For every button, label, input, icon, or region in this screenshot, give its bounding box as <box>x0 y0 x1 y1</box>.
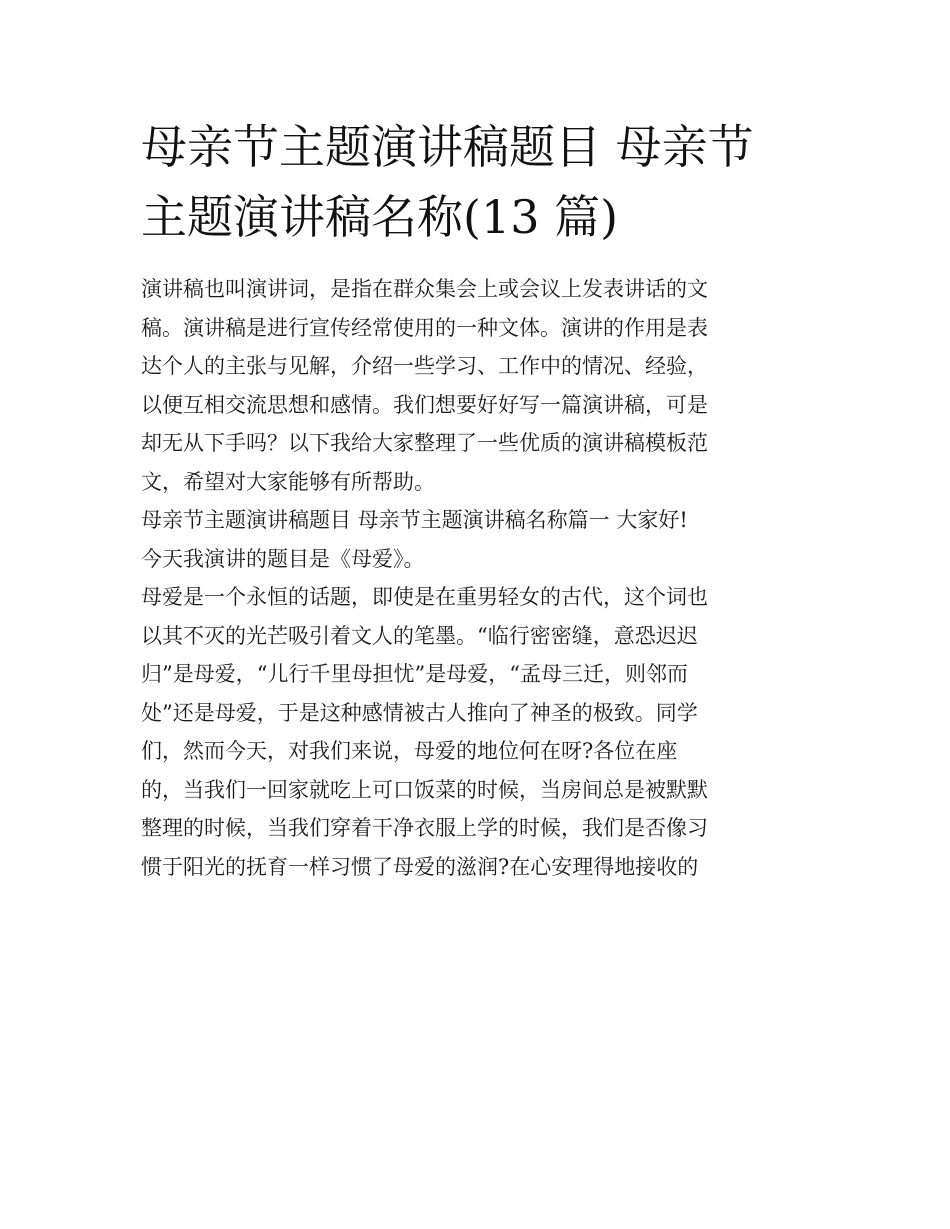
text-line: 归”是母爱，“儿行千里母担忧”是母爱，“孟母三迁，则邻而 <box>141 662 688 686</box>
text-line: 母爱是一个永恒的话题，即使是在重男轻女的古代，这个词也 <box>141 585 708 609</box>
text-line: 整理的时候，当我们穿着干净衣服上学的时候，我们是否像习 <box>141 816 708 840</box>
text-line: 处”还是母爱，于是这种感情被古人推向了神圣的极致。同学 <box>141 700 698 725</box>
text-line: 们，然而今天，对我们来说，母爱的地位何在呀?各位在座 <box>141 739 678 763</box>
document-page <box>141 112 813 886</box>
title-line-2: 主题演讲稿名称(13 篇) <box>141 190 619 244</box>
text-line: 今天我演讲的题目是《母爱》。 <box>141 546 425 571</box>
text-line: 以便互相交流思想和感情。我们想要好好写一篇演讲稿，可是 <box>141 392 708 417</box>
text-line: 母亲节主题演讲稿题目 母亲节主题演讲稿名称篇一 大家好! <box>141 508 688 532</box>
text-line: 的，当我们一回家就吃上可口饭菜的时候，当房间总是被默默 <box>141 777 708 802</box>
title-line-1: 母亲节主题演讲稿题目 母亲节 <box>141 120 754 174</box>
text-line: 稿。演讲稿是进行宣传经常使用的一种文体。演讲的作用是表 <box>141 315 708 340</box>
text-line: 达个人的主张与见解，介绍一些学习、工作中的情况、经验， <box>141 354 708 378</box>
document-title <box>141 112 813 252</box>
text-line: 却无从下手吗？以下我给大家整理了一些优质的演讲稿模板范 <box>141 431 708 455</box>
intro-paragraph <box>141 270 813 501</box>
text-line: 以其不灭的光芒吸引着文人的笔墨。“临行密密缝，意恐迟迟 <box>141 623 698 648</box>
text-line: 演讲稿也叫演讲词，是指在群众集会上或会议上发表讲话的文 <box>141 277 708 301</box>
text-line: 惯于阳光的抚育一样习惯了母爱的滋润?在心安理得地接收的 <box>141 854 699 879</box>
body-paragraph <box>141 578 813 886</box>
text-line: 文，希望对大家能够有所帮助。 <box>141 469 435 494</box>
speech-topic-paragraph <box>141 540 813 579</box>
section-heading-paragraph <box>141 501 813 540</box>
